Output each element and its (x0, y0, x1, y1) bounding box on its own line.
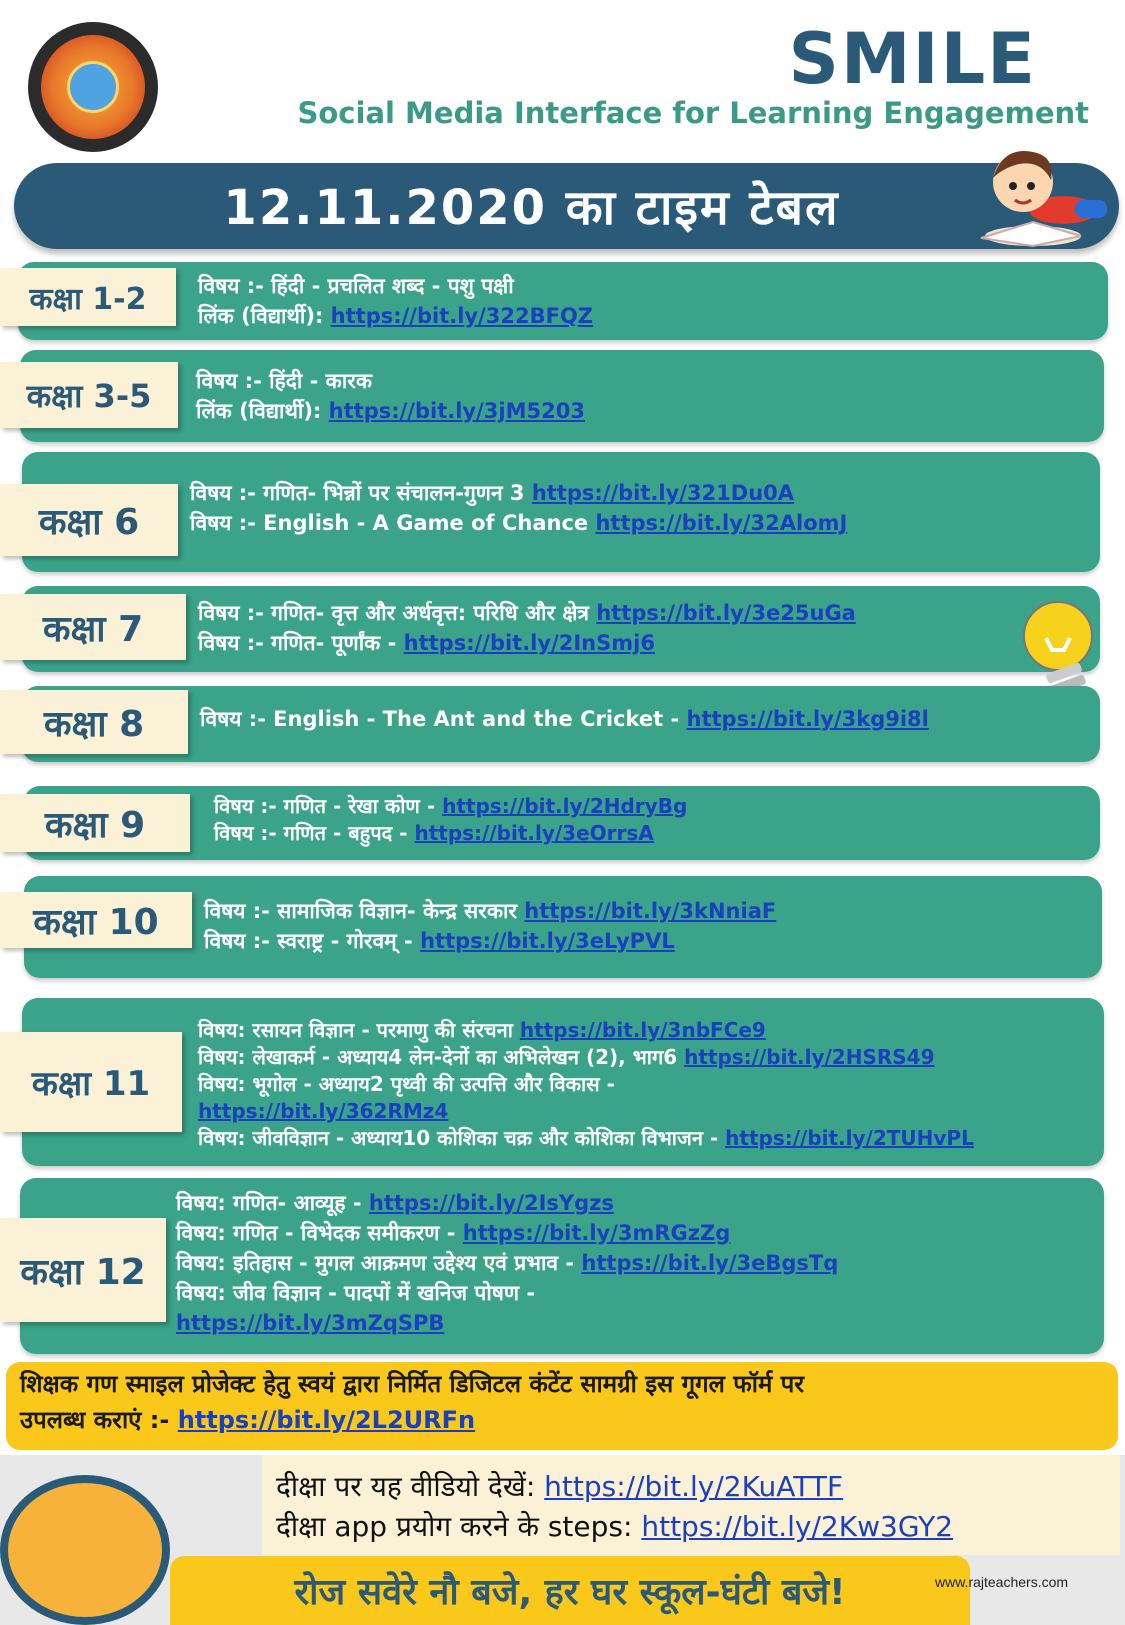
class-subjects-10 (204, 896, 776, 956)
class-subjects-3-5 (196, 366, 585, 426)
subject-link[interactable]: https://bit.ly/3mRGzZg (462, 1221, 731, 1245)
subject-line: लिंक (विद्यार्थी): https://bit.ly/3jM5203 (196, 399, 585, 423)
subject-line: विषय :- स्वराष्ट्र - गोरवम् - https://bit.ly/3eLyPVL (204, 929, 675, 953)
timetable-title: 12.11.2020 का टाइम टेबल (223, 179, 840, 236)
class-tag-9: कक्षा 9 (0, 794, 190, 852)
subject-line: विषय: जीवविज्ञान - अध्याय10 कोशिका चक्र और कोशिका विभाजन - https://bit.ly/2TUHvPL (198, 1126, 974, 1150)
subject-line: विषय: गणित - विभेदक समीकरण - https://bit.ly/3mRGzZg (176, 1221, 731, 1245)
class-tag-11: कक्षा 11 (0, 1032, 182, 1132)
subject-link[interactable]: https://bit.ly/3eBgsTq (581, 1251, 839, 1275)
notice-form-link[interactable]: https://bit.ly/2L2URFn (177, 1406, 476, 1434)
subject-line: विषय :- English - The Ant and the Cricket - https://bit.ly/3kg9i8l (200, 707, 929, 731)
subject-link[interactable]: https://bit.ly/3kNniaF (524, 899, 777, 923)
class-subjects-11 (198, 1017, 974, 1152)
reading-boy-illustration (963, 138, 1113, 250)
class-tag-1-2: कक्षा 1-2 (0, 268, 176, 326)
reading-kids-illustration (0, 1475, 170, 1625)
subject-line: विषय: इतिहास - मुगल आक्रमण उद्देश्य एवं प्रभाव - https://bit.ly/3eBgsTq (176, 1251, 839, 1275)
class-subjects-1-2 (198, 271, 593, 331)
page-title: SMILE (788, 18, 1037, 100)
map-emblem-icon (67, 61, 119, 113)
subject-link[interactable]: https://bit.ly/2HSRS49 (684, 1045, 935, 1069)
subject-line: विषय :- गणित- वृत्त और अर्धवृत्त: परिधि और क्षेत्र https://bit.ly/3e25uGa (198, 601, 856, 625)
subject-line (198, 1098, 974, 1125)
class-tag-12: कक्षा 12 (0, 1218, 166, 1322)
subject-link[interactable]: https://bit.ly/3jM5203 (328, 399, 585, 423)
class-subjects-8 (200, 704, 929, 734)
class-subjects-12 (176, 1188, 838, 1338)
subject-link[interactable]: https://bit.ly/2InSmj6 (403, 631, 655, 655)
class-tag-8: कक्षा 8 (0, 690, 188, 754)
subject-line: विषय :- हिंदी - कारक (196, 369, 372, 393)
class-subjects-9 (214, 793, 687, 847)
deeksha-steps-line: दीक्षा app प्रयोग करने के steps: https://bit.ly/2Kw3GY2 (276, 1510, 954, 1543)
class-tag-10: कक्षा 10 (0, 892, 192, 948)
subject-link[interactable]: https://bit.ly/322BFQZ (330, 304, 594, 328)
class-tag-7: कक्षा 7 (0, 594, 186, 660)
website-credit: www.rajteachers.com (935, 1574, 1069, 1590)
subject-line: विषय: रसायन विज्ञान - परमाणु की संरचना https://bit.ly/3nbFCe9 (198, 1018, 766, 1042)
logo-emblem (41, 35, 145, 139)
subject-link[interactable]: https://bit.ly/2HdryBg (442, 794, 688, 818)
subject-line: विषय: लेखाकर्म - अध्याय4 लेन-देनों का अभिलेखन (2), भाग6 https://bit.ly/2HSRS49 (198, 1045, 935, 1069)
subject-line: विषय :- गणित - बहुपद - https://bit.ly/3eOrrsA (214, 821, 654, 845)
page-subtitle: Social Media Interface for Learning Engagement (297, 96, 1089, 130)
subject-line: विषय :- सामाजिक विज्ञान- केन्द्र सरकार https://bit.ly/3kNniaF (204, 899, 777, 923)
class-tag-6: कक्षा 6 (0, 484, 178, 556)
subject-line: विषय :- English - A Game of Chance https://bit.ly/32AlomJ (190, 511, 848, 535)
subject-link[interactable]: https://bit.ly/3kg9i8l (686, 707, 929, 731)
subject-link[interactable]: https://bit.ly/321Du0A (531, 481, 795, 505)
subject-line: विषय :- गणित- पूर्णांक - https://bit.ly/2InSmj6 (198, 631, 655, 655)
subject-line: विषय :- गणित- भिन्नों पर संचालन-गुणन 3 https://bit.ly/321Du0A (190, 481, 795, 505)
subject-link[interactable]: https://bit.ly/2TUHvPL (725, 1126, 974, 1150)
subject-line: विषय: जीव विज्ञान - पादपों में खनिज पोषण - (176, 1281, 536, 1305)
deeksha-video-line: दीक्षा पर यह वीडियो देखें: https://bit.ly/2KuATTF (276, 1470, 844, 1503)
school-bell-slogan: रोज सवेरे नौ बजे, हर घर स्कूल-घंटी बजे! (170, 1556, 970, 1625)
subject-line: विषय: भूगोल - अध्याय2 पृथ्वी की उत्पत्ति और विकास - (198, 1072, 615, 1096)
subject-line: विषय :- गणित - रेखा कोण - https://bit.ly/2HdryBg (214, 794, 688, 818)
notice-line-1: शिक्षक गण स्माइल प्रोजेक्ट हेतु स्वयं द्वारा निर्मित डिजिटल कंटेंट सामग्री इस गूगल फॉर्म पर (20, 1370, 805, 1398)
teacher-notice (6, 1362, 1118, 1450)
subject-link[interactable]: https://bit.ly/32AlomJ (595, 511, 848, 535)
subject-link[interactable]: https://bit.ly/3e25uGa (596, 601, 856, 625)
notice-line-2: उपलब्ध कराएं :- https://bit.ly/2L2URFn (20, 1406, 476, 1434)
subject-link[interactable]: https://bit.ly/362RMz4 (198, 1099, 449, 1123)
class-tag-3-5: कक्षा 3-5 (0, 362, 178, 428)
subject-link[interactable]: https://bit.ly/3eLyPVL (420, 929, 675, 953)
subject-line (176, 1308, 838, 1338)
subject-line: लिंक (विद्यार्थी): https://bit.ly/322BFQZ (198, 304, 594, 328)
subject-link[interactable]: https://bit.ly/3eOrrsA (414, 821, 654, 845)
subject-line: विषय :- हिंदी - प्रचलित शब्द - पशु पक्षी (198, 274, 514, 298)
deeksha-video-link[interactable]: https://bit.ly/2KuATTF (544, 1470, 844, 1503)
department-logo (28, 22, 158, 152)
subject-link[interactable]: https://bit.ly/2IsYgzs (368, 1191, 614, 1215)
timetable-banner (14, 163, 1119, 249)
subject-link[interactable]: https://bit.ly/3mZqSPB (176, 1311, 445, 1335)
subject-line: विषय: गणित- आव्यूह - https://bit.ly/2IsYgzs (176, 1191, 614, 1215)
deeksha-steps-link[interactable]: https://bit.ly/2Kw3GY2 (641, 1510, 954, 1543)
deeksha-info-box (262, 1455, 1120, 1555)
class-subjects-6 (190, 478, 847, 538)
subject-link[interactable]: https://bit.ly/3nbFCe9 (519, 1018, 766, 1042)
class-subjects-7 (198, 598, 856, 658)
